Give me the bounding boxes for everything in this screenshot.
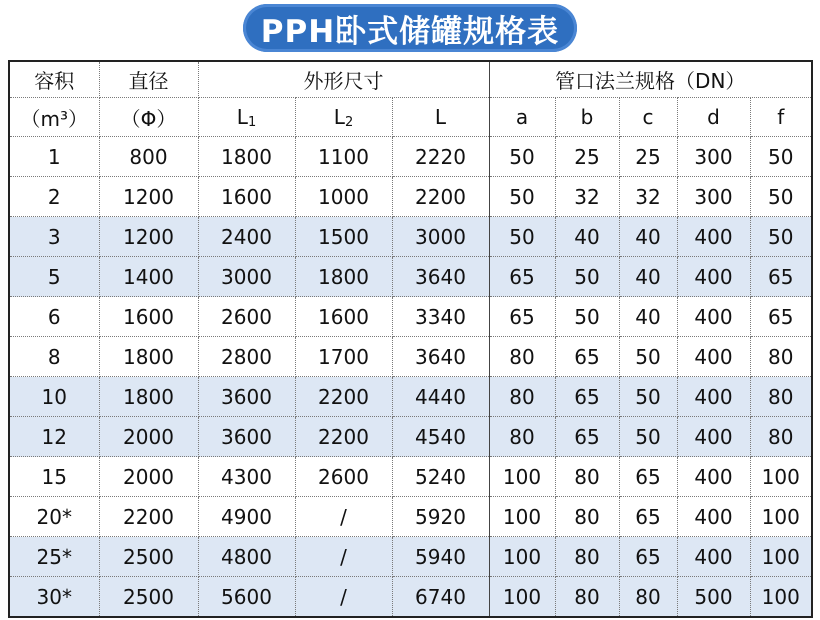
table-cell: 2200 [99,497,198,537]
table-cell: 5 [9,257,99,297]
table-cell: 40 [555,217,619,257]
table-cell: 80 [750,337,812,377]
col-header-L: L [392,98,489,137]
table-cell: 1200 [99,217,198,257]
col-header-f: f [750,98,812,137]
table-cell: 100 [750,457,812,497]
table-cell: 50 [750,177,812,217]
table-cell: 80 [619,577,677,618]
col-header-L2 [295,98,392,137]
table-cell: 6 [9,297,99,337]
table-cell: 4540 [392,417,489,457]
table-cell: 300 [677,137,750,177]
table-cell: 6740 [392,577,489,618]
table-cell: 2000 [99,417,198,457]
table-cell: 100 [750,537,812,577]
table-cell: 1600 [295,297,392,337]
title-banner [0,4,820,56]
table-cell: 32 [555,177,619,217]
table-cell: 65 [489,297,555,337]
col-header-d: d [677,98,750,137]
table-cell: 65 [489,257,555,297]
table-cell: 25* [9,537,99,577]
table-cell: 80 [555,497,619,537]
table-cell: 100 [489,457,555,497]
col-header-L1-sub: 1 [247,114,257,130]
table-row [9,257,812,297]
table-cell: 2600 [295,457,392,497]
table-cell: 65 [750,257,812,297]
table-cell: 3 [9,217,99,257]
table-row [9,137,812,177]
table-cell: 100 [489,577,555,618]
volume-unit: （m³） [9,98,99,137]
table-cell: 5600 [198,577,295,618]
flange-header: 管口法兰规格（DN） [489,61,812,98]
table-cell: 80 [750,377,812,417]
table-cell: 4440 [392,377,489,417]
col-header-L2-sub: 2 [344,114,354,130]
table-cell: 2500 [99,577,198,618]
table-cell: / [295,577,392,618]
table-row [9,377,812,417]
table-cell: 50 [489,177,555,217]
table-cell: 65 [555,417,619,457]
table-cell: 3640 [392,337,489,377]
table-cell: 400 [677,497,750,537]
table-cell: 1200 [99,177,198,217]
table-cell: 1800 [198,137,295,177]
table-cell: 4800 [198,537,295,577]
table-cell: 8 [9,337,99,377]
table-cell: 100 [489,497,555,537]
col-header-L1 [198,98,295,137]
table-cell: 1700 [295,337,392,377]
table-cell: 50 [750,137,812,177]
table-cell: 800 [99,137,198,177]
page-title: PPH卧式储罐规格表 [260,13,560,50]
table-cell: 12 [9,417,99,457]
table-cell: 400 [677,537,750,577]
table-cell: 50 [619,417,677,457]
table-cell: 100 [750,577,812,618]
header-row-1 [9,61,812,98]
table-cell: 1000 [295,177,392,217]
table-cell: 40 [619,217,677,257]
table-cell: 5920 [392,497,489,537]
table-cell: 300 [677,177,750,217]
table-cell: 2500 [99,537,198,577]
table-cell: 400 [677,297,750,337]
diameter-header: 直径 [99,61,198,98]
table-cell: 5940 [392,537,489,577]
title-pill [243,4,577,52]
table-cell: 40 [619,297,677,337]
col-header-L2-base: L [333,104,345,129]
table-row [9,177,812,217]
table-cell: 100 [750,497,812,537]
table-cell: 80 [750,417,812,457]
table-row [9,497,812,537]
table-row [9,337,812,377]
table-cell: 2000 [99,457,198,497]
table-cell: 3000 [392,217,489,257]
table-cell: 2200 [295,417,392,457]
table-cell: 1800 [295,257,392,297]
table-cell: 15 [9,457,99,497]
table-cell: 3640 [392,257,489,297]
table-cell: / [295,497,392,537]
table-cell: 80 [555,577,619,618]
table-cell: 500 [677,577,750,618]
header-row-2 [9,98,812,137]
table-row [9,577,812,618]
table-cell: 2600 [198,297,295,337]
table-cell: 400 [677,217,750,257]
table-cell: 50 [555,257,619,297]
table-cell: 2200 [295,377,392,417]
table-cell: 32 [619,177,677,217]
outer-size-header: 外形尺寸 [198,61,489,98]
table-cell: 1800 [99,377,198,417]
table-cell: 50 [619,337,677,377]
table-cell: 65 [619,537,677,577]
table-cell: 2 [9,177,99,217]
volume-header: 容积 [9,61,99,98]
table-cell: 400 [677,417,750,457]
table-row [9,217,812,257]
table-cell: 1500 [295,217,392,257]
table-cell: 1800 [99,337,198,377]
table-cell: 2400 [198,217,295,257]
table-row [9,457,812,497]
table-row [9,537,812,577]
table-cell: 65 [555,377,619,417]
table-cell: 65 [619,457,677,497]
table-cell: 80 [489,337,555,377]
table-cell: 1 [9,137,99,177]
table-cell: 2800 [198,337,295,377]
table-cell: 2220 [392,137,489,177]
table-cell: 1100 [295,137,392,177]
table-cell: 2200 [392,177,489,217]
table-cell: 50 [750,217,812,257]
table-cell: 80 [489,377,555,417]
table-row [9,417,812,457]
table-row [9,297,812,337]
table-cell: 25 [555,137,619,177]
table-cell: 10 [9,377,99,417]
table-cell: 20* [9,497,99,537]
table-cell: 3600 [198,377,295,417]
col-header-a: a [489,98,555,137]
table-cell: 30* [9,577,99,618]
table-cell: 1600 [198,177,295,217]
table-cell: 80 [555,457,619,497]
table-cell: 1400 [99,257,198,297]
table-cell: 50 [489,137,555,177]
table-cell: 1600 [99,297,198,337]
table-cell: / [295,537,392,577]
table-cell: 65 [750,297,812,337]
col-header-c: c [619,98,677,137]
table-cell: 3600 [198,417,295,457]
table-cell: 80 [489,417,555,457]
table-cell: 40 [619,257,677,297]
table-cell: 65 [619,497,677,537]
diameter-unit: （Φ） [99,98,198,137]
table-cell: 4900 [198,497,295,537]
table-cell: 400 [677,337,750,377]
table-cell: 400 [677,457,750,497]
col-header-L1-base: L [236,104,248,129]
table-cell: 400 [677,377,750,417]
table-cell: 25 [619,137,677,177]
spec-table [8,60,813,618]
table-cell: 50 [619,377,677,417]
table-cell: 50 [489,217,555,257]
table-cell: 65 [555,337,619,377]
table-cell: 400 [677,257,750,297]
col-header-b: b [555,98,619,137]
table-cell: 3340 [392,297,489,337]
table-cell: 100 [489,537,555,577]
table-cell: 80 [555,537,619,577]
table-cell: 50 [555,297,619,337]
table-cell: 3000 [198,257,295,297]
table-cell: 5240 [392,457,489,497]
table-cell: 4300 [198,457,295,497]
